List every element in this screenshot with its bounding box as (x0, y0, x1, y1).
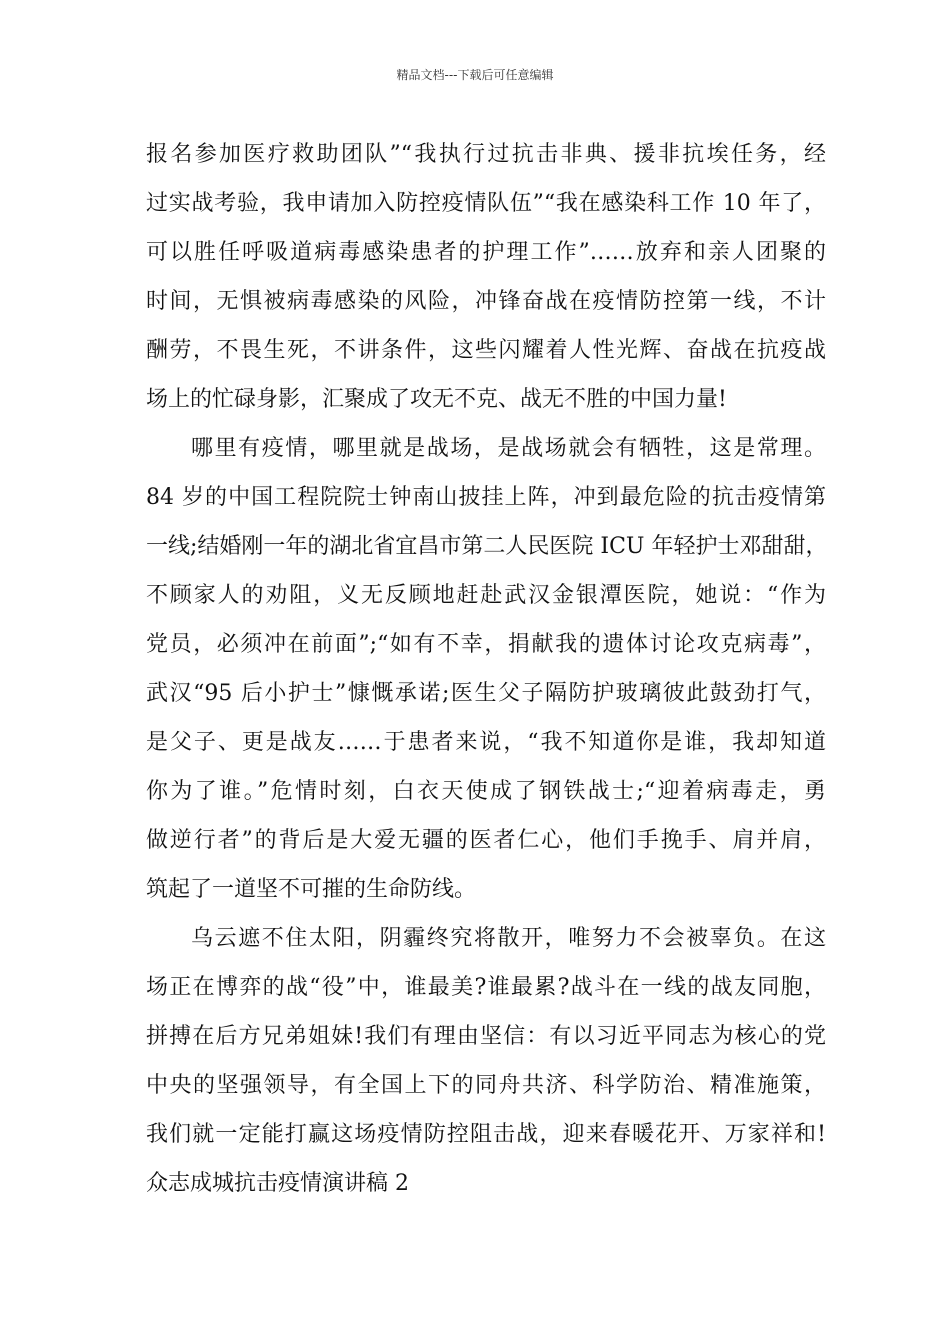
text-line: 场上的忙碌身影，汇聚成了攻无不克、战无不胜的中国力量! (146, 387, 727, 412)
text-line: 乌云遮不住太阳，阴霾终究将散开，唯努力不会被辜负。在这 (191, 926, 826, 951)
text-line: 不顾家人的劝阻，义无反顾地赶赴武汉金银潭医院，她说：“作为 (146, 583, 826, 608)
text-line: 拼搏在后方兄弟姐妹!我们有理由坚信：有以习近平同志为核心的党 (146, 1024, 826, 1049)
text-line: 是父子、更是战友……于患者来说，“我不知道你是谁，我却知道 (146, 730, 826, 755)
text-line: 党员，必须冲在前面”;“如有不幸，捐献我的遗体讨论攻克病毒”， (146, 632, 826, 657)
text-line: 可以胜任呼吸道病毒感染患者的护理工作”……放弃和亲人团聚的 (146, 240, 826, 265)
text-line: 过实战考验，我申请加入防控疫情队伍”“我在感染科工作 10 年了， (146, 191, 826, 216)
text-line: 酬劳，不畏生死，不讲条件，这些闪耀着人性光辉、奋战在抗疫战 (146, 338, 826, 363)
text-line: 84 岁的中国工程院院士钟南山披挂上阵，冲到最危险的抗击疫情第 (146, 485, 826, 510)
text-line: 中央的坚强领导，有全国上下的同舟共济、科学防治、精准施策， (146, 1073, 826, 1098)
text-line: 一线;结婚刚一年的湖北省宜昌市第二人民医院 ICU 年轻护士邓甜甜， (146, 534, 828, 559)
text-line: 武汉“95 后小护士”慷慨承诺;医生父子隔防护玻璃彼此鼓劲打气， (146, 681, 826, 706)
text-line: 时间，无惧被病毒感染的风险，冲锋奋战在疫情防控第一线，不计 (146, 289, 826, 314)
text-line: 哪里有疫情，哪里就是战场，是战场就会有牺牲，这是常理。 (191, 436, 826, 461)
text-line: 筑起了一道坚不可摧的生命防线。 (146, 877, 477, 902)
section-title: 众志成城抗击疫情演讲稿 2 (146, 1171, 409, 1196)
text-line: 报名参加医疗救助团队”“我执行过抗击非典、援非抗埃任务，经 (146, 142, 826, 167)
text-line: 场正在博弈的战“役”中，谁最美?谁最累?战斗在一线的战友同胞， (146, 975, 826, 1000)
text-line: 你为了谁。”危情时刻，白衣天使成了钢铁战士;“迎着病毒走，勇 (146, 779, 826, 804)
document-body (146, 130, 826, 1208)
page-header: 精品文档---下载后可任意编辑 (396, 68, 554, 82)
text-line: 我们就一定能打赢这场疫情防控阻击战，迎来春暖花开、万家祥和! (146, 1122, 826, 1147)
text-line: 做逆行者”的背后是大爱无疆的医者仁心，他们手挽手、肩并肩， (146, 828, 826, 853)
